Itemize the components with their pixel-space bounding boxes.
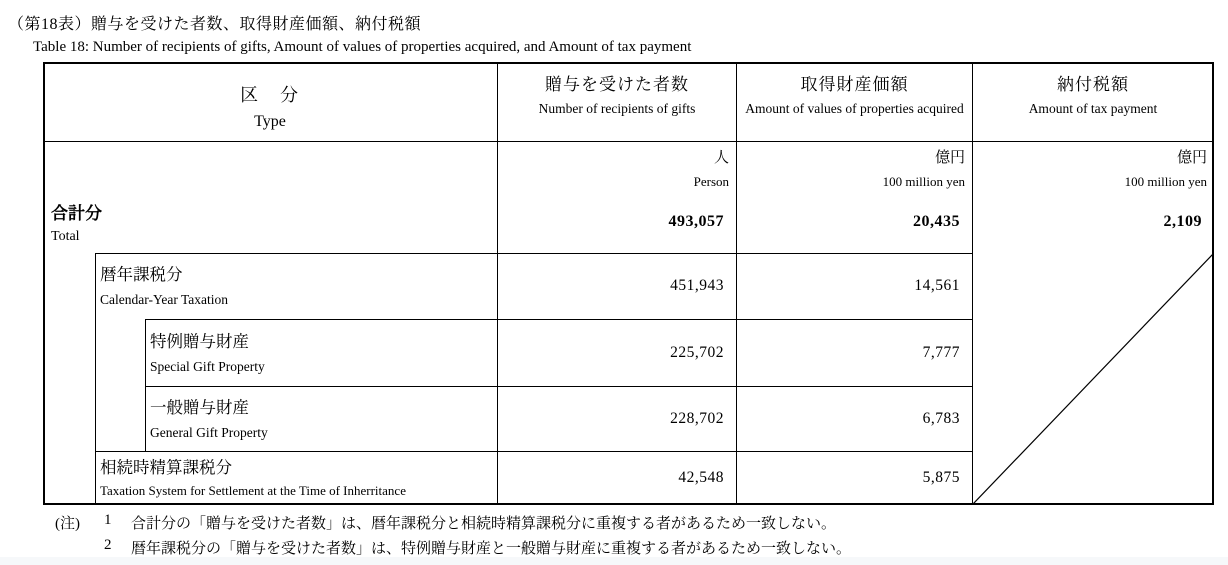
- row-label-special-jp: 特例贈与財産: [150, 332, 249, 351]
- row-rule-calendar-bottom: [145, 319, 972, 320]
- cell-general-recipients: 228,702: [670, 410, 724, 427]
- row-label-special-en: Special Gift Property: [150, 359, 265, 374]
- header-recipients-jp: 贈与を受けた者数: [545, 75, 689, 94]
- note-2-text: 暦年課税分の「贈与を受けた者数」は、特例贈与財産と一般贈与財産に重複する者があるため一致しない。: [131, 541, 852, 557]
- cell-general-property-value: 6,783: [922, 410, 960, 427]
- unit-recipients-jp: 人: [713, 150, 729, 166]
- header-cell-type: [43, 81, 497, 130]
- bottom-separator-band: [0, 557, 1228, 565]
- cell-total-recipients: 493,057: [668, 213, 724, 230]
- diagonal-slash: [973, 254, 1213, 504]
- row-label-calendar: [100, 261, 228, 308]
- header-property-value-en: Amount of values of properties acquired: [745, 101, 964, 116]
- tax-empty-cell: [973, 254, 1213, 504]
- header-cell-property-value: [742, 70, 967, 117]
- row-rule-general-bottom: [95, 451, 972, 452]
- unit-recipients-en: Person: [693, 174, 729, 189]
- header-type-en: Type: [254, 113, 286, 130]
- row-label-total: [51, 199, 102, 245]
- header-cell-tax: [973, 70, 1213, 117]
- header-recipients-en: Number of recipients of gifts: [538, 101, 696, 116]
- row-rule-total-bottom: [95, 253, 972, 254]
- cell-settlement-recipients: 42,548: [678, 469, 724, 486]
- row-label-general-en: General Gift Property: [150, 425, 268, 440]
- unit-tax-jp: 億円: [1176, 150, 1207, 166]
- header-type-jp: 区 分: [240, 85, 300, 105]
- page-title-jp: （第18表）贈与を受けた者数、取得財産価額、納付税額: [8, 16, 422, 33]
- header-tax-en: Amount of tax payment: [1028, 101, 1158, 116]
- header-bottom-rule: [43, 141, 1214, 142]
- cell-calendar-recipients: 451,943: [670, 277, 724, 294]
- row-label-settlement: [100, 454, 406, 499]
- cell-calendar-property-value: 14,561: [914, 277, 960, 294]
- note-2-number: 2: [104, 537, 112, 553]
- cell-settlement-property-value: 5,875: [922, 469, 960, 486]
- note-1-number: 1: [104, 512, 112, 528]
- unit-property-value-en: 100 million yen: [882, 174, 965, 189]
- row-label-calendar-en: Calendar-Year Taxation: [100, 292, 228, 307]
- indent-box-level2-border: [145, 319, 146, 451]
- row-rule-special-bottom: [145, 386, 972, 387]
- row-label-general-jp: 一般贈与財産: [150, 398, 249, 417]
- row-label-special: [150, 328, 265, 375]
- row-label-total-en: Total: [51, 229, 80, 244]
- unit-recipients: [497, 146, 729, 190]
- cell-special-property-value: 7,777: [922, 344, 960, 361]
- header-tax-jp: 納付税額: [1057, 75, 1129, 94]
- row-label-settlement-jp: 相続時精算課税分: [100, 458, 232, 477]
- unit-tax: [972, 146, 1207, 190]
- header-property-value-jp: 取得財産価額: [800, 75, 909, 94]
- page-title-en: Table 18: Number of recipients of gifts, Amount of values of properties acquired, and Amount of tax payment: [33, 39, 692, 55]
- cell-total-property-value: 20,435: [913, 213, 960, 230]
- row-label-total-jp: 合計分: [51, 204, 102, 223]
- indent-box-level1-border: [95, 253, 96, 505]
- notes-marker: (注): [55, 516, 80, 532]
- unit-property-value-jp: 億円: [934, 150, 965, 166]
- row-label-general: [150, 394, 268, 441]
- cell-special-recipients: 225,702: [670, 344, 724, 361]
- cell-total-tax: 2,109: [1163, 213, 1202, 230]
- unit-property-value: [736, 146, 965, 190]
- unit-tax-en: 100 million yen: [1124, 174, 1207, 189]
- header-cell-recipients: [498, 70, 736, 117]
- row-label-settlement-en: Taxation System for Settlement at the Time of Inherritance: [100, 483, 406, 498]
- note-1-text: 合計分の「贈与を受けた者数」は、暦年課税分と相続時精算課税分に重複する者があるため一致しない。: [131, 516, 837, 532]
- row-label-calendar-jp: 暦年課税分: [100, 265, 183, 284]
